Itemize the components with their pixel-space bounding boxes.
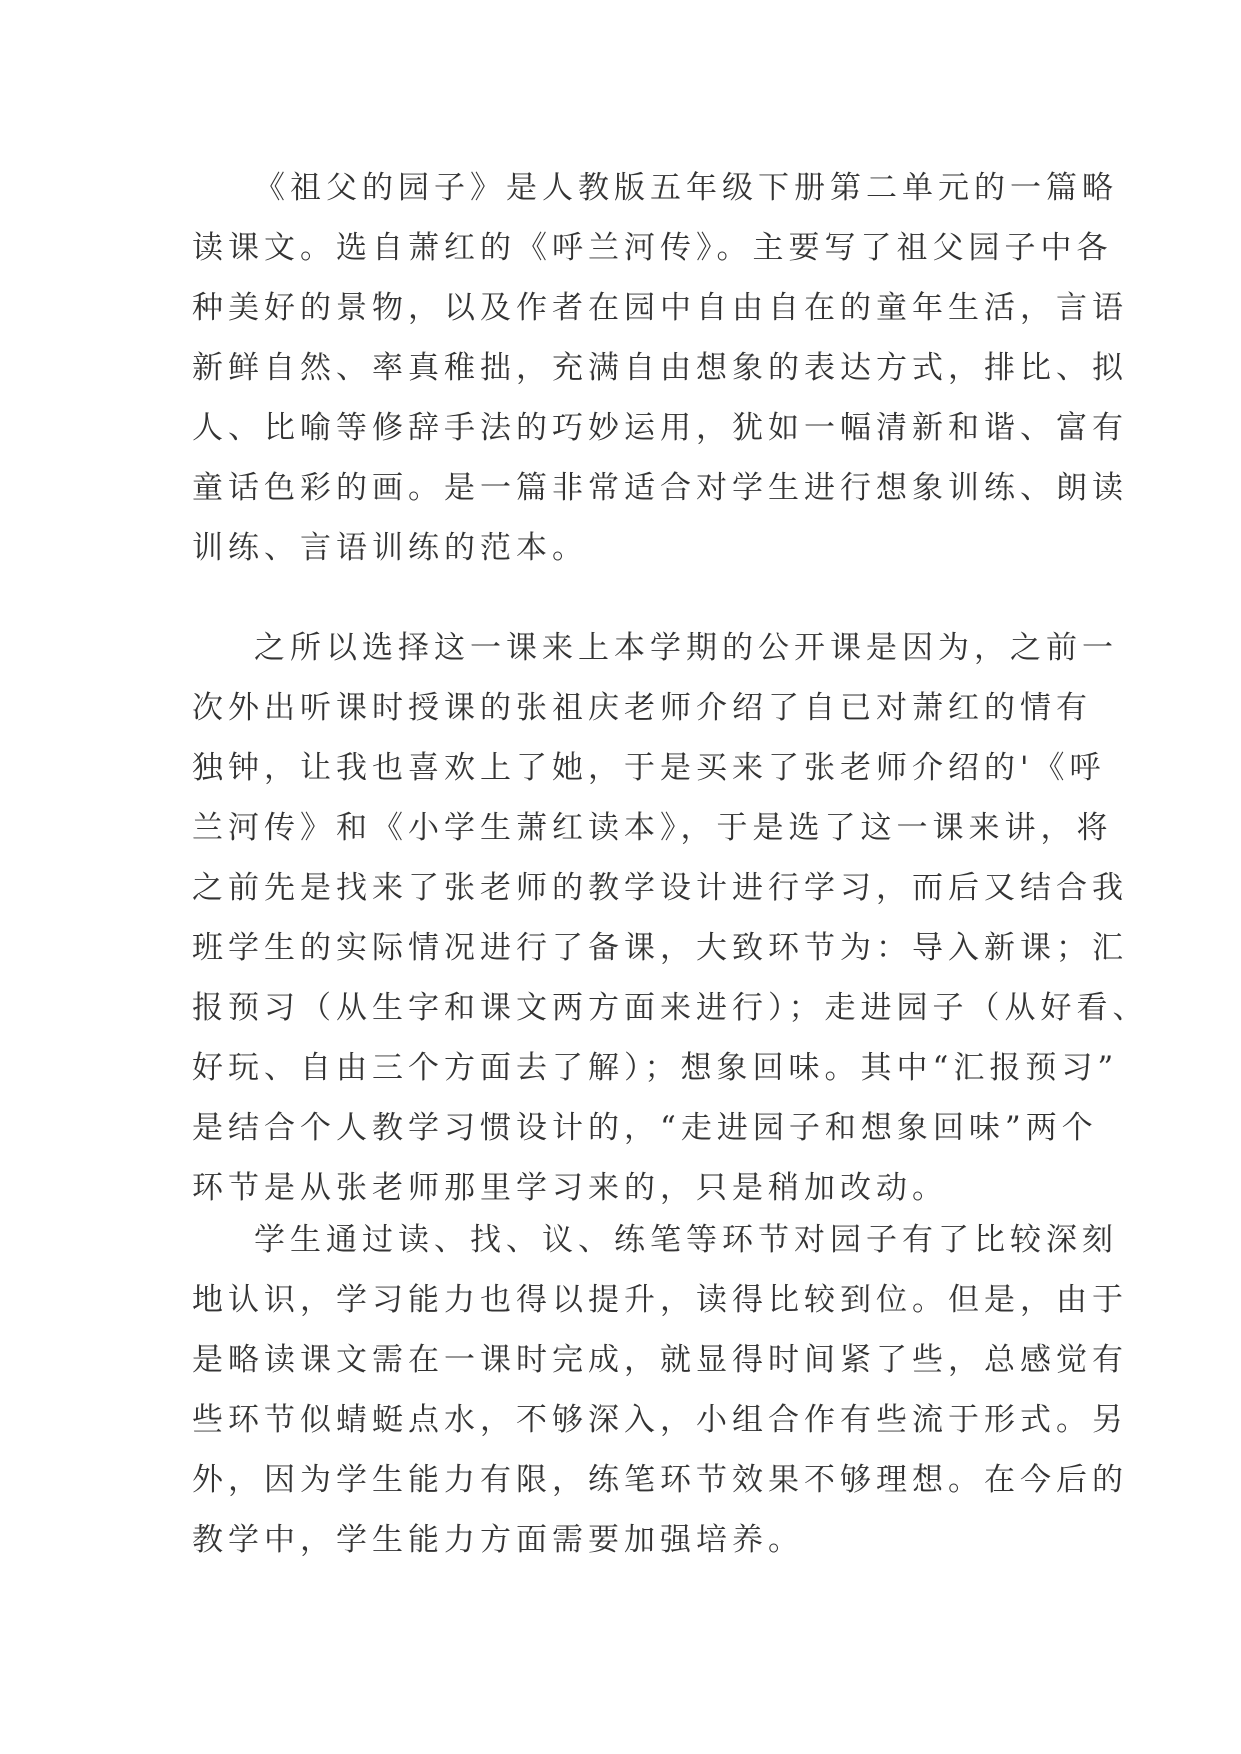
text-line: 《祖父的园子》是人教版五年级下册第二单元的一篇略 [254, 170, 1118, 206]
text-line: 独钟，让我也喜欢上了她，于是买来了张老师介绍的'《呼 [192, 750, 1106, 786]
text-line: 次外出听课时授课的张祖庆老师介绍了自已对萧红的情有 [192, 690, 1092, 726]
text-line: 班学生的实际情况进行了备课，大致环节为：导入新课；汇 [192, 930, 1128, 966]
text-line: 学生通过读、找、议、练笔等环节对园子有了比较深刻 [254, 1222, 1118, 1258]
text-line: 童话色彩的画。是一篇非常适合对学生进行想象训练、朗读 [192, 470, 1128, 506]
paragraph-1 [192, 158, 1128, 578]
text-line: 报预习（从生字和课文两方面来进行）；走进园子（从好看、 [192, 990, 1149, 1026]
text-line: 环节是从张老师那里学习来的，只是稍加改动。 [192, 1170, 948, 1206]
paragraph-3 [192, 1210, 1128, 1570]
text-line: 些环节似蜻蜓点水，不够深入，小组合作有些流于形式。另 [192, 1402, 1128, 1438]
text-line: 兰河传》和《小学生萧红读本》，于是选了这一课来讲，将 [192, 810, 1113, 846]
text-line: 教学中，学生能力方面需要加强培养。 [192, 1522, 804, 1558]
text-line: 好玩、自由三个方面去了解）；想象回味。其中“汇报预习” [192, 1050, 1119, 1086]
text-line: 是结合个人教学习惯设计的，“走进园子和想象回味”两个 [192, 1110, 1098, 1146]
text-line: 读课文。选自萧红的《呼兰河传》。主要写了祖父园子中各 [192, 230, 1113, 266]
paragraph-2 [192, 618, 1149, 1218]
text-line: 之前先是找来了张老师的教学设计进行学习，而后又结合我 [192, 870, 1128, 906]
text-line: 之所以选择这一课来上本学期的公开课是因为，之前一 [254, 630, 1118, 666]
text-line: 人、比喻等修辞手法的巧妙运用，犹如一幅清新和谐、富有 [192, 410, 1128, 446]
text-line: 地认识，学习能力也得以提升，读得比较到位。但是，由于 [192, 1282, 1128, 1318]
text-line: 是略读课文需在一课时完成，就显得时间紧了些，总感觉有 [192, 1342, 1128, 1378]
text-line: 种美好的景物，以及作者在园中自由自在的童年生活，言语 [192, 290, 1128, 326]
text-line: 外，因为学生能力有限，练笔环节效果不够理想。在今后的 [192, 1462, 1128, 1498]
text-line: 训练、言语训练的范本。 [192, 530, 588, 566]
text-line: 新鲜自然、率真稚拙，充满自由想象的表达方式，排比、拟 [192, 350, 1128, 386]
